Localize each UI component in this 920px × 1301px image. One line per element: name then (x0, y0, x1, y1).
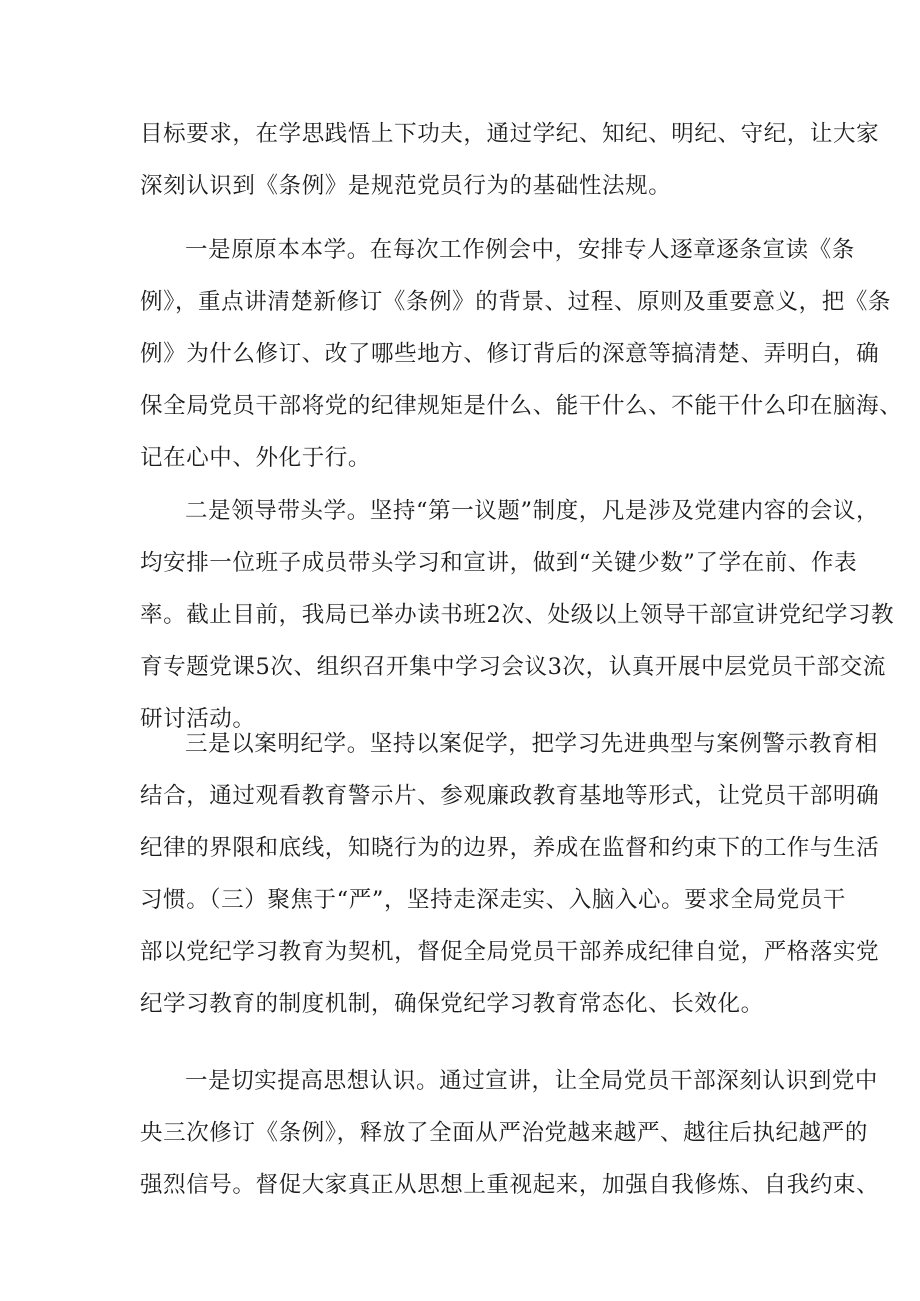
text-line: 均安排一位班子成员带头学习和宣讲，做到“关键少数”了学在前、作表 (140, 550, 858, 576)
paragraph-2 (140, 224, 903, 484)
text-line: 例》，重点讲清楚新修订《条例》的背景、过程、原则及重要意义，把《条 (140, 289, 892, 315)
text-line: 记在心中、外化于行。 (140, 445, 372, 471)
text-line: 保全局党员干部将党的纪律规矩是什么、能干什么、不能干什么印在脑海、 (140, 393, 903, 419)
text-line: 例》为什么修订、改了哪些地方、修订背后的深意等搞清楚、弄明白，确 (140, 341, 880, 367)
text-line: 结合，通过观看教育警示片、参观廉政教育基地等形式，让党员干部明确 (140, 783, 880, 809)
text-line: 二是领导带头学。坚持“第一议题”制度，凡是涉及党建内容的会议， (185, 498, 880, 524)
text-line: 目标要求，在学思践悟上下功夫，通过学纪、知纪、明纪、守纪，让大家 (140, 121, 880, 147)
text-line: 强烈信号。督促大家真正从思想上重视起来，加强自我修炼、自我约束、 (140, 1172, 880, 1198)
text-line: 习惯。（三）聚焦于“严”，坚持走深走实、入脑入心。要求全局党员干 (140, 887, 846, 913)
paragraph-5 (140, 1055, 880, 1211)
text-line: 纪学习教育的制度机制，确保党纪学习教育常态化、长效化。 (140, 991, 764, 1017)
text-line: 育专题党课5次、组织召开集中学习会议3次，认真开展中层党员干部交流 (140, 654, 886, 680)
text-line: 纪律的界限和底线，知晓行为的边界，养成在监督和约束下的工作与生活 (140, 835, 880, 861)
text-line: 央三次修订《条例》，释放了全面从严治党越来越严、越往后执纪越严的 (140, 1120, 868, 1146)
paragraph-4 (140, 718, 880, 1030)
paragraph-1 (140, 108, 880, 212)
text-line: 三是以案明纪学。坚持以案促学，把学习先进典型与案例警示教育相 (185, 731, 879, 757)
text-line: 部以党纪学习教育为契机，督促全局党员干部养成纪律自觉，严格落实党 (140, 939, 880, 965)
text-line: 率。截止目前，我局已举办读书班2次、处级以上领导干部宣讲党纪学习教 (140, 602, 895, 628)
text-line: 一是原原本本学。在每次工作例会中，安排专人逐章逐条宣读《条 (185, 237, 855, 263)
text-line: 深刻认识到《条例》是规范党员行为的基础性法规。 (140, 173, 672, 199)
text-line: 一是切实提高思想认识。通过宣讲，让全局党员干部深刻认识到党中 (185, 1068, 879, 1094)
text-line: 研讨活动。 (140, 706, 256, 732)
